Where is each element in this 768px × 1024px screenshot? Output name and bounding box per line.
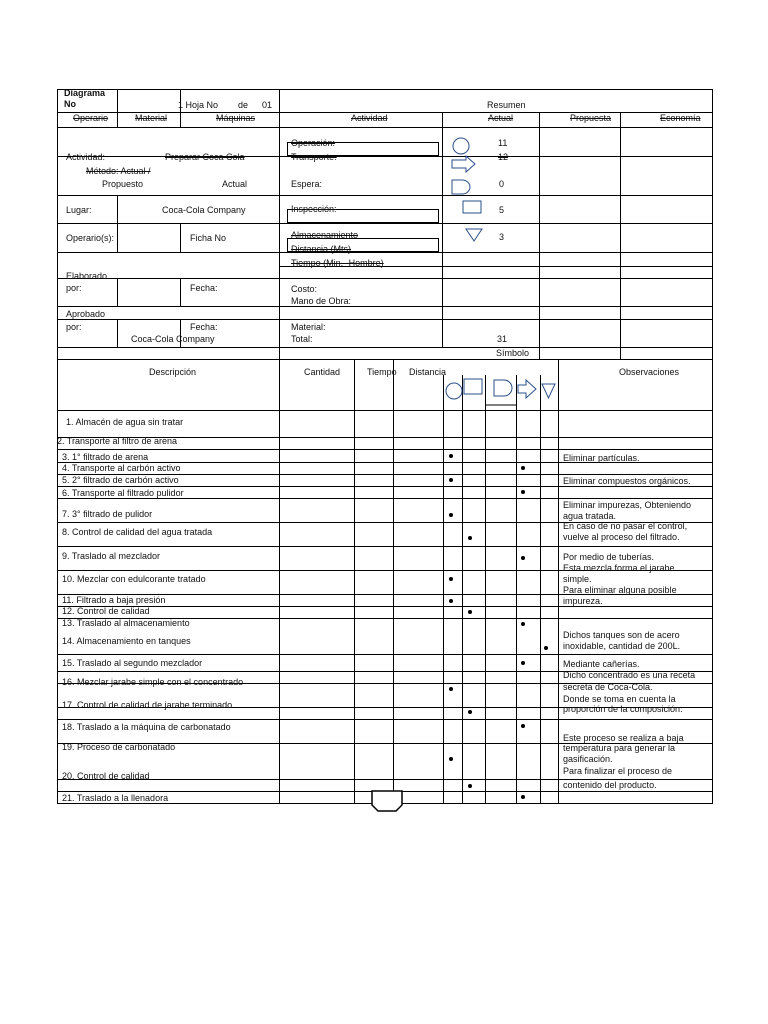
- symbol-dot: [544, 646, 548, 650]
- obs-11: impureza.: [563, 596, 603, 606]
- step-3: 3. 1° filtrado de arena: [62, 452, 149, 462]
- step-18: 18. Traslado a la máquina de carbonatado: [62, 722, 231, 732]
- obs-5: En caso de no pasar el control,: [563, 521, 688, 531]
- inspeccion-label: Inspección:: [291, 204, 337, 214]
- symbol-dot: [468, 536, 472, 540]
- symbol-dot: [521, 795, 525, 799]
- step-6: 6. Transporte al filtrado pulidor: [62, 488, 184, 498]
- obs-23: contenido del producto.: [563, 780, 657, 790]
- actividad-label: Actividad:: [66, 152, 106, 162]
- symbol-dot: [449, 478, 453, 482]
- obs-16: secreta de Coca-Cola.: [563, 682, 653, 692]
- step-14: 14. Almacenamiento en tanques: [62, 636, 191, 646]
- symbol-dot: [521, 490, 525, 494]
- obs-21: gasificación.: [563, 754, 613, 764]
- obs-20: temperatura para generar la: [563, 743, 676, 753]
- descripcion-col: Descripción: [149, 367, 197, 377]
- symbol-dot: [521, 466, 525, 470]
- operarios-label: Operario(s):: [66, 233, 115, 243]
- total-value: 31: [497, 334, 508, 344]
- symbol-dot: [449, 687, 453, 691]
- tiempo-col: Tiempo: [367, 367, 397, 377]
- step-17: 17. Control de calidad de jarabe terminado: [62, 700, 233, 710]
- step-11: 11. Filtrado a baja presión: [62, 595, 166, 605]
- propuesta-col: Propuesta: [570, 113, 612, 123]
- total-hojas: 01: [262, 100, 273, 110]
- symbol-dot: [449, 757, 453, 761]
- resumen-label: Resumen: [487, 100, 526, 110]
- step-13: 13. Traslado al almacenamiento: [62, 618, 190, 628]
- aprobado-company: Coca-Cola Company: [131, 334, 215, 344]
- elaborado-por: por:: [66, 283, 82, 293]
- actividad-col: Actividad: [351, 113, 388, 123]
- costo-label: Costo:: [291, 284, 318, 294]
- step-7: 7. 3° filtrado de pulidor: [62, 509, 153, 519]
- almacenamiento-label: Almacenamiento: [291, 230, 359, 240]
- economia-col: Economía: [660, 113, 701, 123]
- fecha-label-2: Fecha:: [190, 322, 218, 332]
- mano-obra-label: Mano de Obra:: [291, 296, 352, 306]
- diagrama-label: Diagrama: [64, 88, 106, 98]
- symbol-dot: [449, 577, 453, 581]
- operation-symbol-icon: [453, 138, 469, 154]
- hoja-label: 1 Hoja No: [178, 100, 219, 110]
- aprobado-por: por:: [66, 322, 82, 332]
- material-col: Material: [135, 113, 168, 123]
- step-9: 9. Traslado al mezclador: [62, 551, 161, 561]
- obs-9: simple.: [563, 574, 592, 584]
- operacion-label: Operación:: [291, 138, 336, 148]
- obs-1: Eliminar partículas.: [563, 453, 640, 463]
- delay-column-icon: [494, 380, 512, 396]
- distancia-col: Distancia: [409, 367, 447, 377]
- transporte-value: 12: [498, 152, 509, 162]
- obs-3: Eliminar impurezas, Obteniendo: [563, 500, 692, 510]
- total-label: Total:: [291, 334, 313, 344]
- lugar-label: Lugar:: [66, 205, 92, 215]
- transport-symbol-icon: [452, 156, 475, 172]
- symbol-dot: [468, 710, 472, 714]
- actual-col: Actual: [488, 113, 514, 123]
- step-19: 19. Proceso de carbonatado: [62, 742, 176, 752]
- symbol-dot: [521, 661, 525, 665]
- cantidad-col: Cantidad: [304, 367, 341, 377]
- step-8: 8. Control de calidad del agua tratada: [62, 527, 213, 537]
- obs-18: proporción de la composición.: [563, 704, 683, 714]
- storage-symbol-icon: [466, 229, 482, 241]
- obs-8: Esta mezcla forma el jarabe: [563, 563, 675, 573]
- symbol-dot: [521, 556, 525, 560]
- actual-label: Actual: [222, 179, 248, 189]
- obs-10: Para eliminar alguna posible: [563, 585, 677, 595]
- obs-19: Este proceso se realiza a baja: [563, 733, 684, 743]
- step-12: 12. Control de calidad: [62, 606, 150, 616]
- step-5: 5. 2° filtrado de carbón activo: [62, 475, 179, 485]
- tiempo-label: Tiempo (Min. -Hombre): [291, 258, 384, 268]
- lugar-value: Coca-Cola Company: [162, 205, 246, 215]
- metodo-label: Método: Actual /: [86, 166, 151, 176]
- page-connector-shape: [372, 791, 402, 811]
- espera-value: 0: [499, 179, 505, 189]
- inspection-symbol-icon: [463, 201, 481, 213]
- transport-column-icon: [518, 380, 536, 398]
- de-label: de: [238, 100, 249, 110]
- step-16: 16. Mezclar jarabe simple con el concentrado: [62, 677, 244, 687]
- step-10: 10. Mezclar con edulcorante tratado: [62, 574, 206, 584]
- symbol-dot: [449, 454, 453, 458]
- material-label: Material:: [291, 322, 326, 332]
- actividad-value: Preparar Coca Cola: [165, 152, 245, 162]
- step-15: 15. Traslado al segundo mezclador: [62, 658, 203, 668]
- ficha-label: Ficha No: [190, 233, 227, 243]
- elaborado-label: Elaborado: [66, 271, 108, 281]
- obs-22: Para finalizar el proceso de: [563, 766, 673, 776]
- operacion-value: 11: [498, 138, 508, 148]
- inspeccion-value: 5: [499, 205, 505, 215]
- operation-column-icon: [446, 383, 462, 399]
- transporte-label: Transporte:: [291, 152, 337, 162]
- storage-column-icon: [542, 384, 555, 398]
- symbol-dot: [521, 622, 525, 626]
- almacenamiento-value: 3: [499, 232, 505, 242]
- symbol-dot: [468, 784, 472, 788]
- obs-17: Donde se toma en cuenta la: [563, 694, 676, 704]
- obs-4: agua tratada.: [563, 511, 617, 521]
- maquinas-col: Máquinas: [216, 113, 256, 123]
- symbol-dot: [468, 610, 472, 614]
- obs-13: inoxidable, cantidad de 200L.: [563, 641, 681, 651]
- aprobado-label: Aprobado: [66, 309, 106, 319]
- simbolo-label: Símbolo: [496, 348, 530, 358]
- step-21: 21. Traslado a la llenadora: [62, 793, 169, 803]
- delay-symbol-icon: [452, 180, 470, 194]
- symbol-dot: [521, 724, 525, 728]
- obs-15: Dicho concentrado es una receta: [563, 670, 696, 680]
- no-label: No: [64, 99, 76, 109]
- espera-label: Espera:: [291, 179, 323, 189]
- operario-col: Operario: [73, 113, 109, 123]
- fecha-label: Fecha:: [190, 283, 218, 293]
- step-2: 2. Transporte al filtro de arena: [57, 436, 178, 446]
- inspection-column-icon: [464, 379, 482, 394]
- obs-7: Por medio de tuberías.: [563, 552, 655, 562]
- symbol-dot: [449, 599, 453, 603]
- distancia-label: Distancia (Mts): [291, 244, 352, 254]
- step-4: 4. Transporte al carbón activo: [62, 463, 181, 473]
- step-20: 20. Control de calidad: [62, 771, 150, 779]
- step-1: 1. Almacén de agua sin tratar: [66, 417, 184, 427]
- observaciones-col: Observaciones: [619, 367, 680, 377]
- obs-12: Dichos tanques son de acero: [563, 630, 680, 640]
- symbol-dot: [449, 513, 453, 517]
- obs-14: Mediante cañerías.: [563, 659, 640, 669]
- propuesto-label: Propuesto: [102, 179, 144, 189]
- obs-2: Eliminar compuestos orgánicos.: [563, 476, 691, 486]
- obs-6: vuelve al proceso del filtrado.: [563, 532, 680, 542]
